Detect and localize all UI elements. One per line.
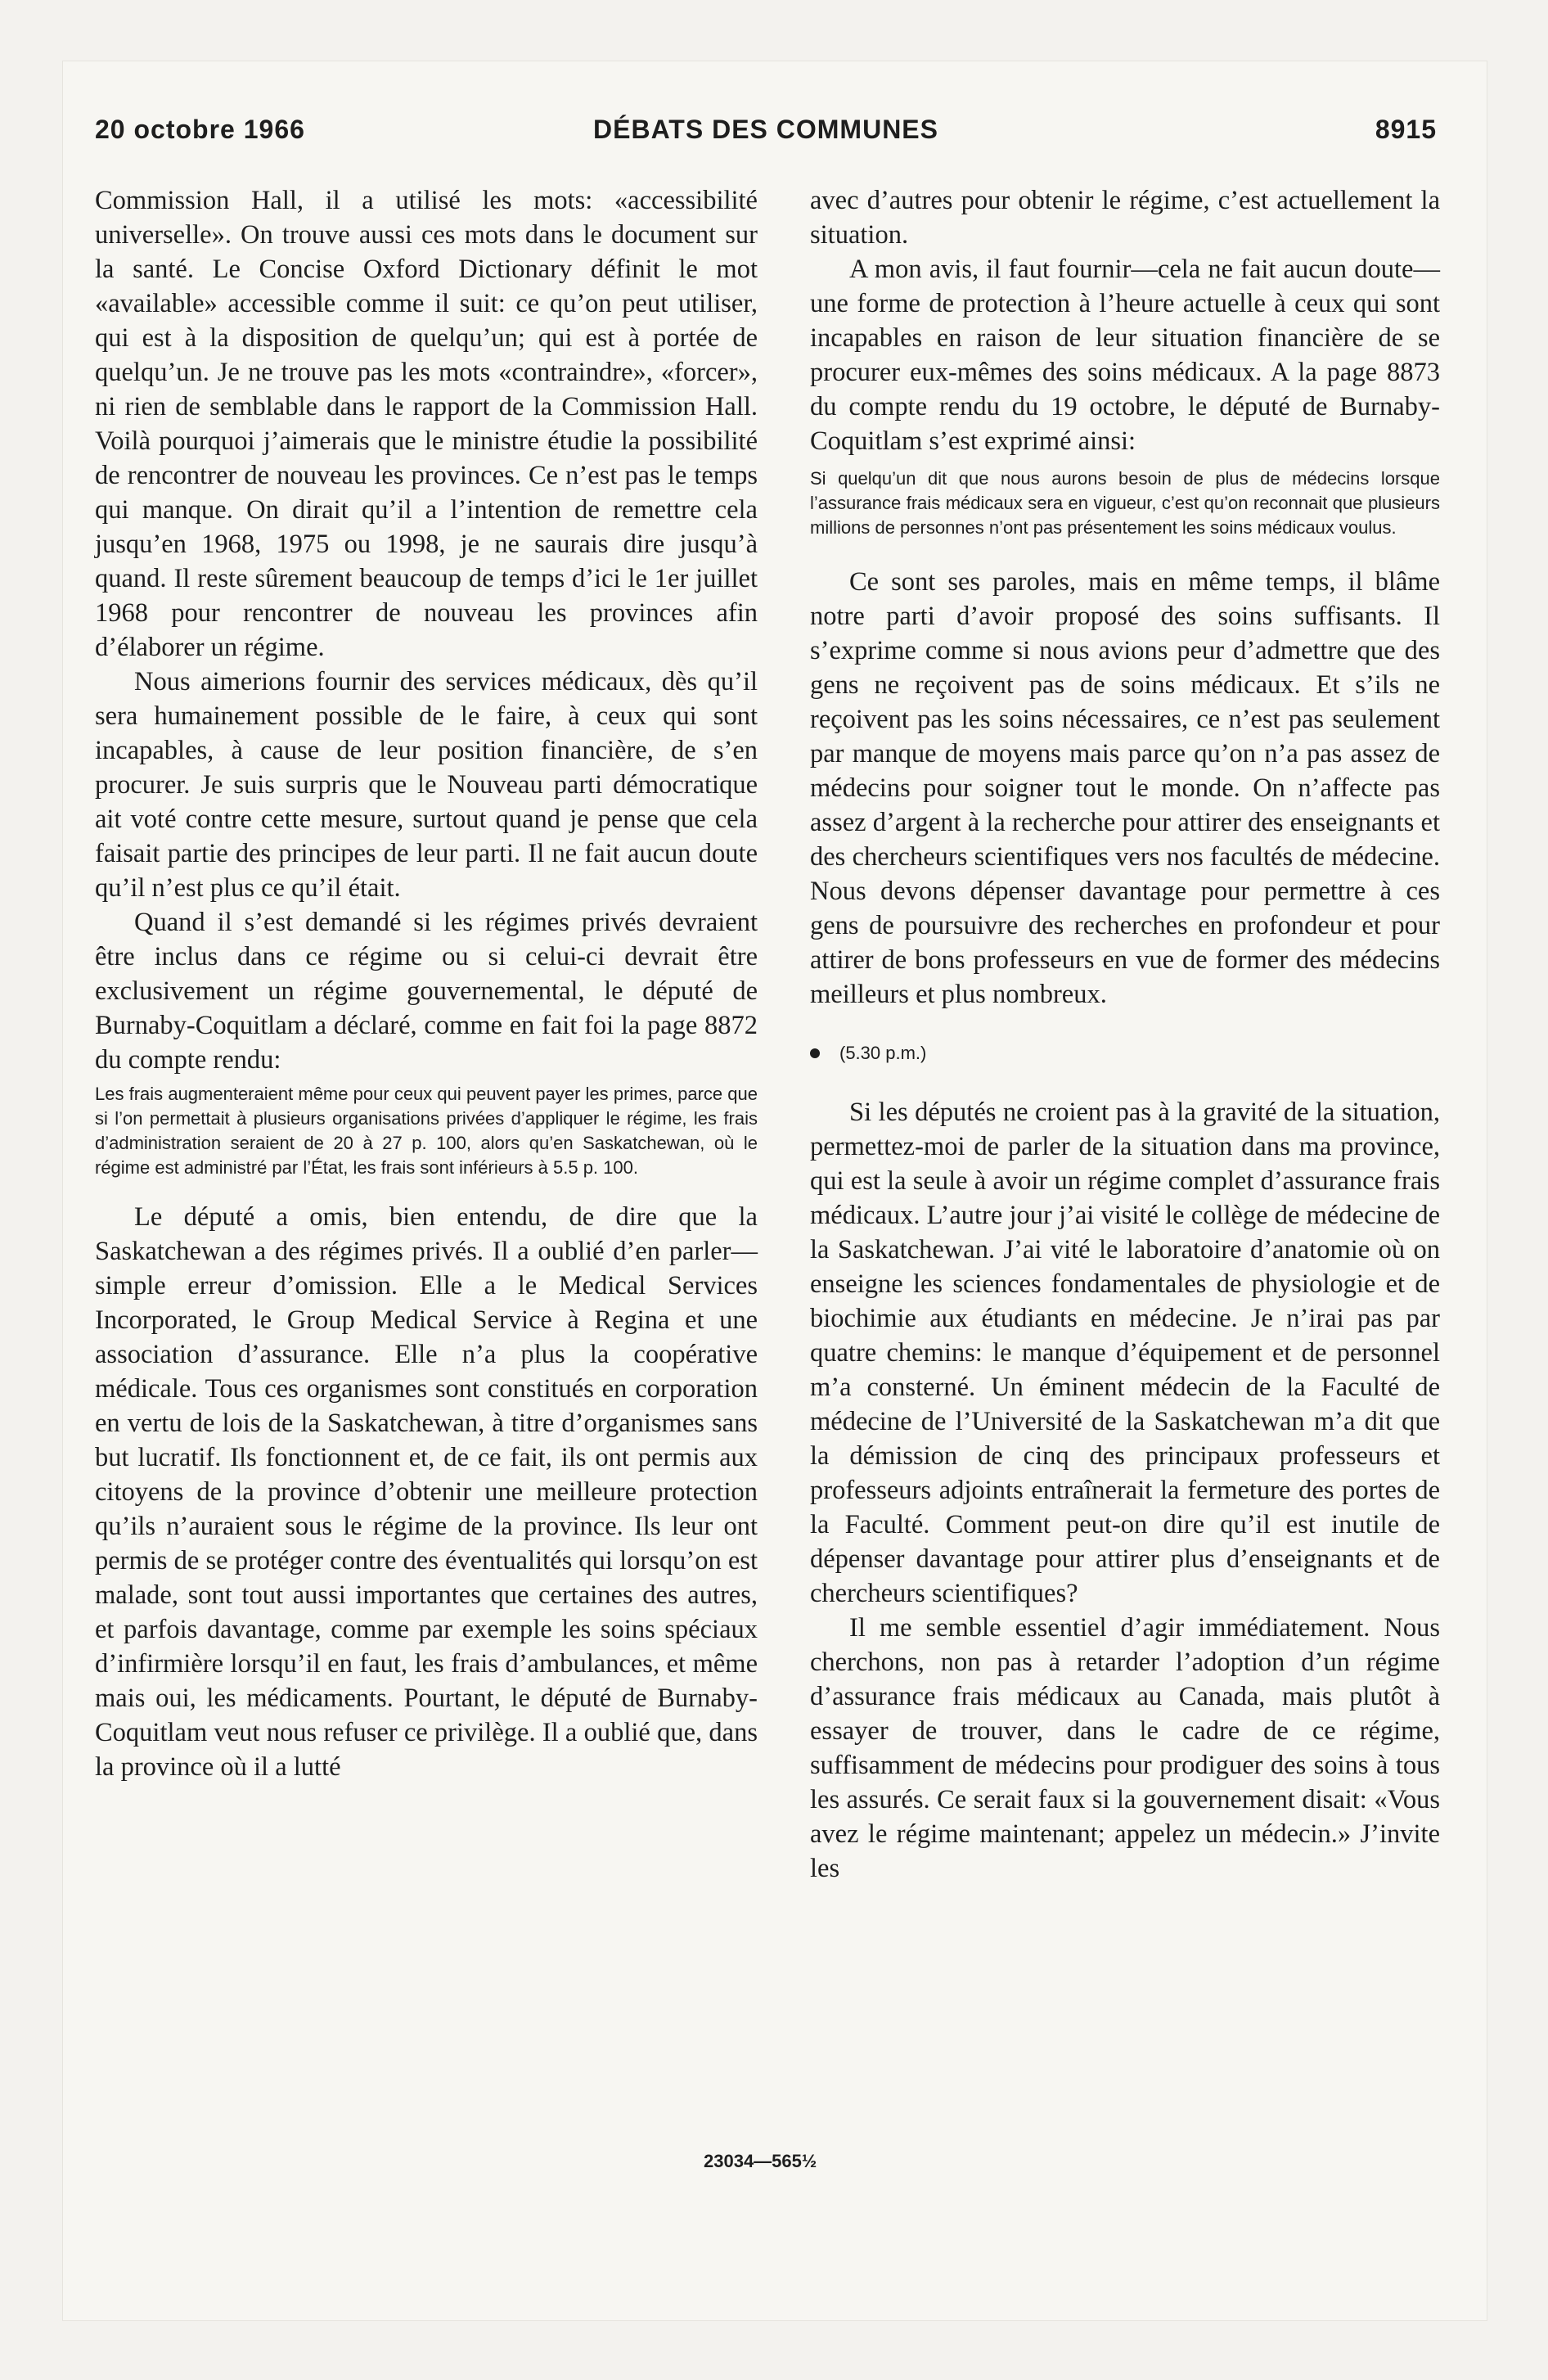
left-paragraph-3: Quand il s’est demandé si les régimes privés devraient être inclus dans ce régime ou si celui-ci devrait être exclusivement un régime gouvernemental, le député de Burnaby-Coquitlam a déclaré, comme en fait foi la page 8872 du compte rendu:: [95, 908, 758, 1075]
header-date: 20 octobre 1966: [95, 115, 305, 144]
time-label: (5.30 p.m.): [839, 1043, 927, 1063]
left-paragraph-4: Le député a omis, bien entendu, de dire que la Saskatchewan a des régimes privés. Il a oublié d’en parler—simple erreur d’omission. Elle a le Medical Services Incorporated, le Group Medical Service à Regina et une association d’assurance. Elle n’a plus la coopérative médicale. Tous ces organismes sont constitués en corporation en vertu de lois de la Saskatchewan, à titre d’organismes sans but lucratif. Ils fonctionnent et, de ce fait, ils ont permis aux citoyens de la province d’obtenir une meilleure protection qu’ils n’auraient sous le régime de la province. Ils leur ont permis de se protéger contre des éventualités qui lorsqu’on est malade, sont tout aussi importantes que certaines des autres, et parfois davantage, comme par exemple les soins spéciaux d’infirmière lorsqu’il en faut, les frais d’ambulances, et même mais oui, les médicaments. Pourtant, le député de Burnaby-Coquitlam veut nous refuser ce privilège. Il a oublié que, dans la province où il a lutté: [95, 1202, 758, 1782]
right-paragraph-3: Ce sont ses paroles, mais en même temps, il blâme notre parti d’avoir proposé des soins suffisants. Il s’exprime comme si nous avions peur d’admettre que des gens ne reçoivent pas de soins médicaux. Et s’ils ne reçoivent pas les soins nécessaires, ce n’est pas seulement par manque de moyens mais parce qu’on n’a pas assez de médecins pour soigner tout le monde. On n’affecte pas assez d’argent à la recherche pour attirer des enseignants et des chercheurs scientifiques vers nos facultés de médecine. Nous devons dépenser davantage pour permettre à ces gens de poursuivre des recherches en profondeur et pour attirer de bons professeurs en vue de former des médecins meilleurs et plus nombreux.: [810, 567, 1440, 1009]
left-quote: Les frais augmenteraient même pour ceux qui peuvent payer les primes, parce que si l’on permettait à plusieurs organisations privées d’appliquer le régime, les frais d’administration seraient de 20 à 27 p. 100, alors qu’en Saskatchewan, où le régime est administré par l’État, les frais sont inférieurs à 5.5 p. 100.: [95, 1084, 758, 1178]
right-column: [810, 183, 1440, 1886]
left-column: [95, 183, 758, 1784]
left-paragraph-1: Commission Hall, il a utilisé les mots: «accessibilité universelle». On trouve aussi ces mots dans le document sur la santé. Le Concise Oxford Dictionary définit le mot «available» accessible comme il suit: ce qu’on peut utiliser, qui est à la disposition de quelqu’un; qui est à portée de quelqu’un. Je ne trouve pas les mots «contraindre», «forcer», ni rien de semblable dans le rapport de la Commission Hall. Voilà pourquoi j’aimerais que le ministre étudie la possibilité de rencontrer de nouveau les provinces. Ce n’est pas le temps qui manque. On dirait qu’il a l’intention de remettre cela jusqu’en 1968, 1975 ou 1998, je ne saurais dire jusqu’à quand. Il reste sûrement beaucoup de temps d’ici le 1er juillet 1968 pour rencontrer de nouveau les provinces afin d’élaborer un régime.: [95, 186, 758, 662]
left-paragraph-2: Nous aimerions fournir des services médicaux, dès qu’il sera humainement possible de le faire, à ceux qui sont incapables, à cause de leur position financière, de s’en procurer. Je suis surpris que le Nouveau parti démocratique ait voté contre cette mesure, surtout quand je pense que cela faisait partie des principes de leur parti. Il ne fait aucun doute qu’il n’est plus ce qu’il était.: [95, 667, 758, 903]
right-paragraph-4: Si les députés ne croient pas à la gravité de la situation, permettez-moi de parler de la situation dans ma province, qui est la seule à avoir un régime complet d’assurance frais médicaux. L’autre jour j’ai visité le collège de médecine de la Saskatchewan. J’ai vité le laboratoire d’anatomie où on enseigne les sciences fondamentales de physiologie et de biochimie aux étudiants en médecine. Je n’irai pas par quatre chemins: le manque d’équipement et de personnel m’a consterné. Un éminent médecin de la Faculté de médecine de l’Université de la Saskatchewan m’a dit que la démission de cinq des principaux professeurs et professeurs adjoints entraînerait la fermeture des portes de la Faculté. Comment peut-on dire qu’il est inutile de dépenser davantage pour attirer plus d’enseignants et de chercheurs scientifiques?: [810, 1098, 1440, 1608]
bullet-icon: [810, 1048, 820, 1058]
right-paragraph-5: Il me semble essentiel d’agir immédiatement. Nous cherchons, non pas à retarder l’adoption d’un régime d’assurance frais médicaux au Canada, mais plutôt à essayer de trouver, dans le cadre de ce régime, suffisamment de médecins pour prodiguer des soins à tous les assurés. Ce serait faux si la gouvernement disait: «Vous avez le régime maintenant; appelez un médecin.» J’invite les: [810, 1613, 1440, 1883]
right-paragraph-1: avec d’autres pour obtenir le régime, c’est actuellement la situation.: [810, 186, 1440, 250]
header-page-number: 8915: [1375, 115, 1437, 144]
right-paragraph-2: A mon avis, il faut fournir—cela ne fait aucun doute—une forme de protection à l’heure actuelle à ceux qui sont incapables en raison de leur situation financière de se procurer eux-mêmes des soins médicaux. A la page 8873 du compte rendu du 19 octobre, le député de Burnaby-Coquitlam s’est exprimé ainsi:: [810, 255, 1440, 456]
footer-code: 23034—565½: [704, 2151, 817, 2171]
header-title: DÉBATS DES COMMUNES: [593, 115, 938, 144]
time-marker: [810, 1036, 1440, 1071]
page-header: [95, 115, 1437, 156]
right-quote: Si quelqu’un dit que nous aurons besoin de plus de médecins lorsque l’assurance frais médicaux sera en vigueur, c’est qu’on reconnait que plusieurs millions de personnes n’ont pas présentement les soins médicaux voulus.: [810, 468, 1440, 538]
